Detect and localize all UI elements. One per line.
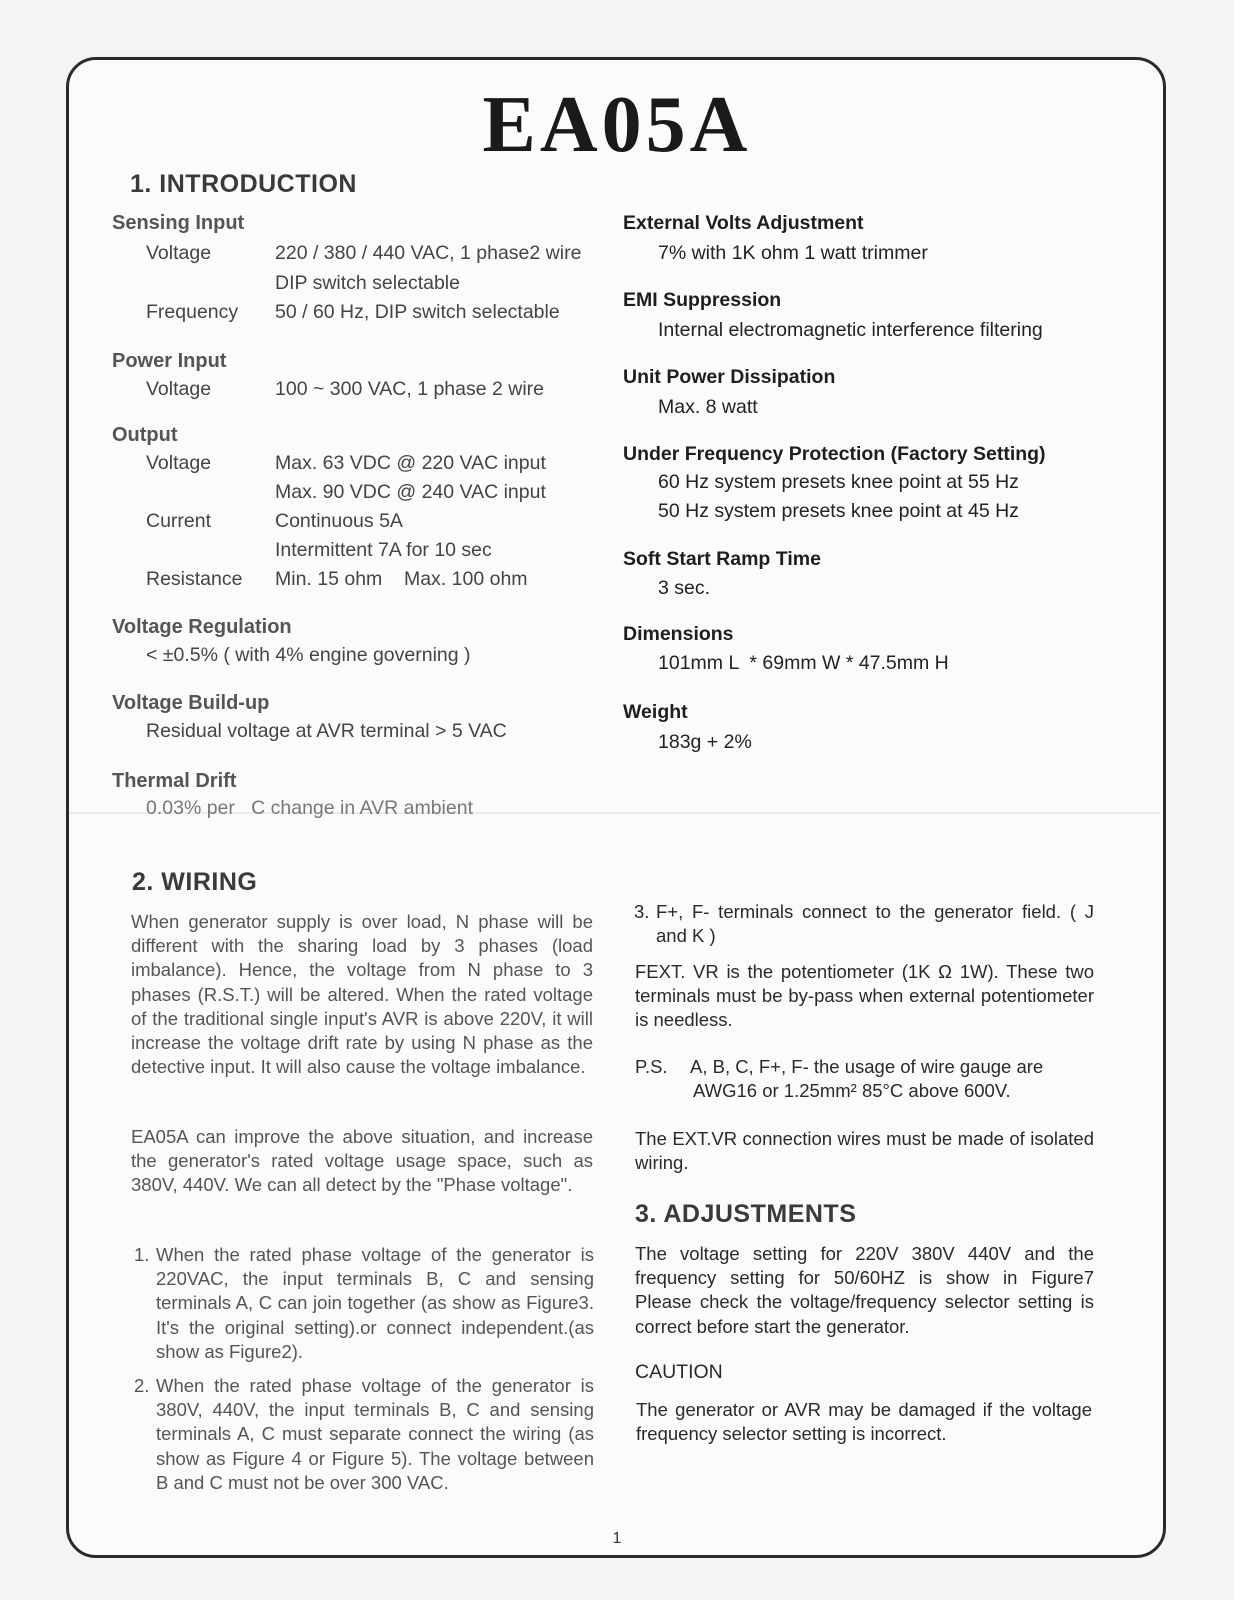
ps-line-2: AWG16 or 1.25mm² 85°C above 600V.	[693, 1080, 1011, 1101]
under-freq-value-1: 60 Hz system presets knee point at 55 Hz	[658, 471, 1019, 493]
soft-start-value: 3 sec.	[658, 577, 711, 599]
soft-start-label: Soft Start Ramp Time	[623, 548, 821, 570]
under-freq-label: Under Frequency Protection (Factory Setting)	[623, 443, 1046, 465]
output-current-label: Current	[146, 510, 212, 532]
output-voltage-value-2: Max. 90 VDC @ 240 VAC input	[275, 481, 546, 503]
list-item-number: 2.	[134, 1375, 150, 1397]
output-label: Output	[112, 424, 178, 446]
thermal-drift-value: 0.03% per C change in AVR ambient	[146, 797, 473, 819]
adjustments-heading: 3. ADJUSTMENTS	[635, 1200, 857, 1228]
ext-volts-value: 7% with 1K ohm 1 watt trimmer	[658, 242, 928, 264]
wiring-list-left	[134, 1243, 594, 1495]
sensing-voltage-note: DIP switch selectable	[275, 272, 460, 294]
list-item	[634, 900, 1094, 948]
weight-label: Weight	[623, 701, 688, 723]
list-item-text: F+, F- terminals connect to the generator field. ( J and K )	[656, 901, 1094, 947]
adjustments-paragraph: The voltage setting for 220V 380V 440V and the frequency setting for 50/60HZ is show in Figure7 Please check the voltage/frequency selector setting is correct before start the generator.	[635, 1243, 1094, 1337]
emi-label: EMI Suppression	[623, 289, 782, 311]
list-item	[134, 1374, 594, 1495]
ext-volts-label: External Volts Adjustment	[623, 212, 864, 234]
output-voltage-value-1: Max. 63 VDC @ 220 VAC input	[275, 452, 546, 474]
fext-paragraph: FEXT. VR is the potentiometer (1K Ω 1W). These two terminals must be by-pass when external potentiometer is needless.	[635, 961, 1094, 1031]
list-item-number: 3.	[634, 901, 650, 922]
page-number: 1	[612, 1530, 622, 1547]
list-item-text: When the rated phase voltage of the generator is 380V, 440V, the input terminals B, C and sensing terminals A, C must separate connect the wiring (as show as Figure 4 or Figure 5). The voltage between B and C must not be over 300 VAC.	[156, 1375, 594, 1493]
sensing-frequency-label: Frequency	[146, 301, 239, 323]
caution-text: The generator or AVR may be damaged if the voltage frequency selector setting is incorrect.	[636, 1399, 1092, 1445]
list-item-number: 1.	[134, 1244, 150, 1265]
voltage-buildup-value: Residual voltage at AVR terminal > 5 VAC	[146, 720, 507, 742]
extvr-paragraph: The EXT.VR connection wires must be made of isolated wiring.	[635, 1128, 1094, 1174]
sensing-voltage-label: Voltage	[146, 242, 212, 264]
power-input-label: Power Input	[112, 350, 227, 372]
output-resistance-value: Min. 15 ohm Max. 100 ohm	[275, 568, 528, 590]
voltage-regulation-label: Voltage Regulation	[112, 616, 292, 638]
ps-line-1: A, B, C, F+, F- the usage of wire gauge are	[690, 1056, 1044, 1077]
list-item	[134, 1243, 594, 1364]
ps-label: P.S.	[635, 1056, 668, 1077]
power-dissipation-value: Max. 8 watt	[658, 396, 758, 418]
wiring-paragraph-2: EA05A can improve the above situation, and increase the generator's rated voltage usage space, such as 380V, 440V. We can all detect by the "Phase voltage".	[131, 1126, 593, 1196]
output-current-value-1: Continuous 5A	[275, 510, 403, 532]
wiring-list-right	[634, 900, 1094, 948]
output-voltage-label: Voltage	[146, 452, 212, 474]
output-current-value-2: Intermittent 7A for 10 sec	[275, 539, 492, 561]
caution-label: CAUTION	[635, 1361, 723, 1383]
document-title: EA05A	[482, 81, 752, 169]
emi-value: Internal electromagnetic interference filtering	[658, 319, 1043, 341]
power-voltage-label: Voltage	[146, 378, 212, 400]
voltage-regulation-value: < ±0.5% ( with 4% engine governing )	[146, 644, 471, 666]
sensing-frequency-value: 50 / 60 Hz, DIP switch selectable	[275, 301, 560, 323]
wiring-heading: 2. WIRING	[132, 868, 258, 896]
dimensions-label: Dimensions	[623, 623, 734, 645]
introduction-heading: 1. INTRODUCTION	[130, 170, 357, 198]
under-freq-value-2: 50 Hz system presets knee point at 45 Hz	[658, 500, 1019, 522]
power-voltage-value: 100 ~ 300 VAC, 1 phase 2 wire	[275, 378, 545, 400]
thermal-drift-label: Thermal Drift	[112, 770, 237, 792]
dimensions-value: 101mm L * 69mm W * 47.5mm H	[658, 652, 949, 674]
power-dissipation-label: Unit Power Dissipation	[623, 366, 836, 388]
weight-value: 183g + 2%	[658, 731, 752, 753]
sensing-voltage-value: 220 / 380 / 440 VAC, 1 phase2 wire	[275, 242, 582, 264]
sensing-input-label: Sensing Input	[112, 212, 245, 234]
wiring-paragraph-1: When generator supply is over load, N phase will be different with the sharing load by 3 phases (load imbalance). Hence, the voltage from N phase to 3 phases (R.S.T.) will be altered. When the rated voltage of the traditional single input's AVR is above 220V, it will increase the voltage drift rate by using N phase as the detective input. It will also cause the voltage imbalance.	[131, 911, 593, 1078]
list-item-text: When the rated phase voltage of the generator is 220VAC, the input terminals B, C and sensing terminals A, C can join together (as show as Figure3. It's the original setting).or connect independent.(as show as Figure2).	[156, 1244, 594, 1362]
output-resistance-label: Resistance	[146, 568, 243, 590]
voltage-buildup-label: Voltage Build-up	[112, 692, 270, 714]
